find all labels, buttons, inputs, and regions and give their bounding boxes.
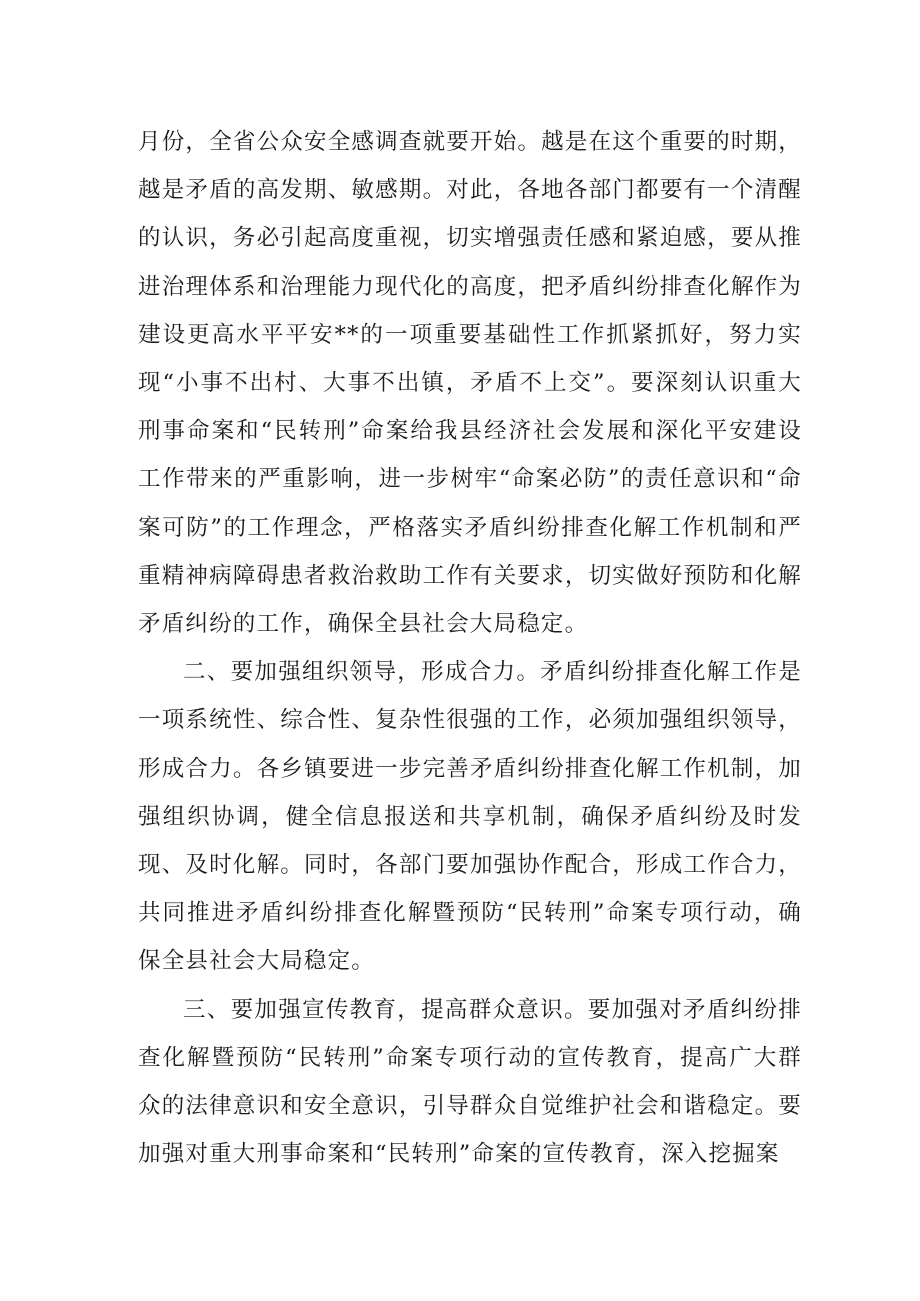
paragraph-section-three: 三、要加强宣传教育，提高群众意识。要加强对矛盾纠纷排查化解暨预防“民转刑”命案专项行动的宣传教育，提高广大群众的法律意识和安全意识，引导群众自觉维护社会和谐稳定。要加强对重大刑事命案和“民转刑”命案的宣传教育，深入挖掘案 [138, 996, 802, 1168]
paragraph-section-two: 二、要加强组织领导，形成合力。矛盾纠纷排查化解工作是一项系统性、综合性、复杂性很强的工作，必须加强组织领导，形成合力。各乡镇要进一步完善矛盾纠纷排查化解工作机制，加强组织协调，健全信息报送和共享机制，确保矛盾纠纷及时发现、及时化解。同时，各部门要加强协作配合，形成工作合力，共同推进矛盾纠纷排查化解暨预防“民转刑”命案专项行动，确保全县社会大局稳定。 [138, 659, 802, 975]
paragraph-continuation: 月份，全省公众安全感调查就要开始。越是在这个重要的时期，越是矛盾的高发期、敏感期。对此，各地各部门都要有一个清醒的认识，务必引起高度重视，切实增强责任感和紧迫感，要从推进治理体系和治理能力现代化的高度，把矛盾纠纷排查化解作为建设更高水平平安**的一项重要基础性工作抓紧抓好，努力实现“小事不出村、大事不出镇，矛盾不上交”。要深刻认识重大刑事命案和“民转刑”命案给我县经济社会发展和深化平安建设工作带来的严重影响，进一步树牢“命案必防”的责任意识和“命案可防”的工作理念，严格落实矛盾纠纷排查化解工作机制和严重精神病障碍患者救治救助工作有关要求，切实做好预防和化解矛盾纠纷的工作，确保全县社会大局稳定。 [138, 129, 802, 638]
